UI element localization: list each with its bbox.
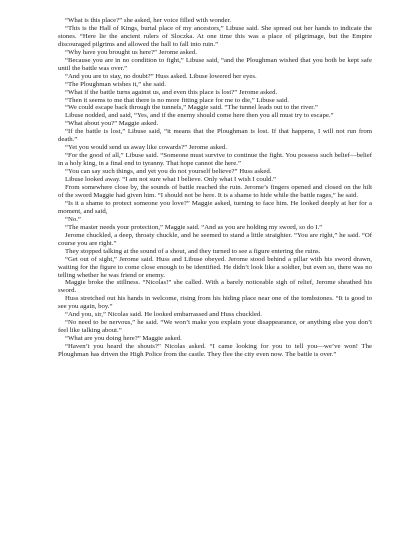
paragraph: “What are you doing here?” Maggie asked.	[65, 335, 182, 343]
paragraph: “This is the Hall of Kings, burial place of my ancestors,” Libuse said. She spread out her hands to indicate the stones. “Here lie the ancient rulers of Sloczka. At one time this was a place of pilgrimage, but the Empire discouraged pilgrims and allowed the hall to fall into ruin.”	[58, 24, 372, 48]
paragraph: They stopped talking at the sound of a shout, and they turned to see a figure entering the ruins.	[65, 247, 321, 255]
paragraph: “Haven’t you heard the shouts?” Nicolas asked. “I came looking for you to tell you—we’ve won! The Ploughman has driven the High Police from the castle. They flee the city even now. The battle is over.”	[58, 343, 372, 359]
paragraph: “Why have you brought us here?” Jerome asked.	[65, 48, 197, 56]
paragraph: “Get out of sight,” Jerome said. Huss and Libuse obeyed. Jerome stood behind a pillar with his sword drawn, waiting for the figure to come close enough to be identified. He didn’t look like a soldier, but even so, there was no telling whether he was friend or enemy.	[58, 255, 372, 279]
paragraph: “Then it seems to me that there is no more fitting place for me to die,” Libuse said.	[65, 96, 289, 104]
paragraph: “Is it a shame to protect someone you love?” Maggie asked, turning to face him. He looked deeply at her for a moment, and said,	[58, 199, 372, 215]
paragraph: “If the battle is lost,” Libuse said, “it means that the Ploughman is lost. If that happens, I will not run from death.”	[58, 128, 372, 144]
paragraph: “What if the battle turns against us, and even this place is lost?” Jerome asked.	[65, 88, 278, 96]
paragraph: “And you, sir,” Nicolas said. He looked embarrassed and Huss chuckled.	[65, 311, 262, 319]
paragraph: “Yet you would send us away like cowards?” Jerome asked.	[65, 144, 228, 152]
paragraph: “And you are to stay, no doubt?” Huss asked. Libuse lowered her eyes.	[65, 72, 257, 80]
paragraph: “What is this place?” she asked, her voice filled with wonder.	[65, 17, 232, 24]
paragraph: From somewhere close by, the sounds of battle reached the ruin. Jerome’s fingers opened and closed on the hilt of the sword Maggie had given him. “I should not be here. It is a shame to hide while the battle rages,” he said.	[58, 184, 372, 199]
paragraph: “The master needs your protection,” Maggie said. “And as you are holding my sword, so do I.”	[65, 223, 323, 231]
paragraph: “The Ploughman wishes it,” she said.	[65, 80, 167, 88]
paragraph: Libuse nodded, and said, “Yes, and if the enemy should come here then you all must try to escape.”	[65, 112, 334, 120]
paragraph: Huss stretched out his hands in welcome, rising from his hiding place near one of the tombstones. “It is good to see you again, boy.”	[58, 295, 372, 311]
paragraph: “No need to be nervous,” he said. “We won’t make you explain your disappearance, or anything else you don’t feel like talking about.”	[58, 319, 372, 335]
paragraph: “For the good of all,” Libuse said. “Someone must survive to continue the fight. You possess such belief—belief in a holy king, in a final end to tyranny. That hope cannot die here.”	[58, 152, 372, 168]
paragraph: Libuse looked away. “I am not sure what I believe. Only what I wish I could.”	[65, 176, 277, 184]
paragraph: “Because you are in no condition to fight,” Libuse said, “and the Ploughman wished that you both be kept safe until the battle was over.”	[58, 56, 372, 72]
paragraph: “No.”	[65, 215, 81, 223]
paragraph: Maggie broke the stillness. “Nicolas!” she called. With a barely noticeable sigh of relief, Jerome sheathed his sword.	[58, 279, 372, 295]
book-page	[58, 17, 372, 359]
paragraph: Jerome chuckled, a deep, throaty chuckle, and he seemed to stand a little straighter. “You are right,” he said. “Of course you are right.”	[58, 231, 372, 247]
paragraph: “What about you?” Maggie asked.	[65, 120, 159, 128]
paragraph: “You can say such things, and yet you do not yourself believe?” Huss asked.	[65, 168, 272, 176]
paragraph: “We could escape back through the tunnels,” Maggie said. “The tunnel leads out to the river.”	[65, 104, 318, 112]
